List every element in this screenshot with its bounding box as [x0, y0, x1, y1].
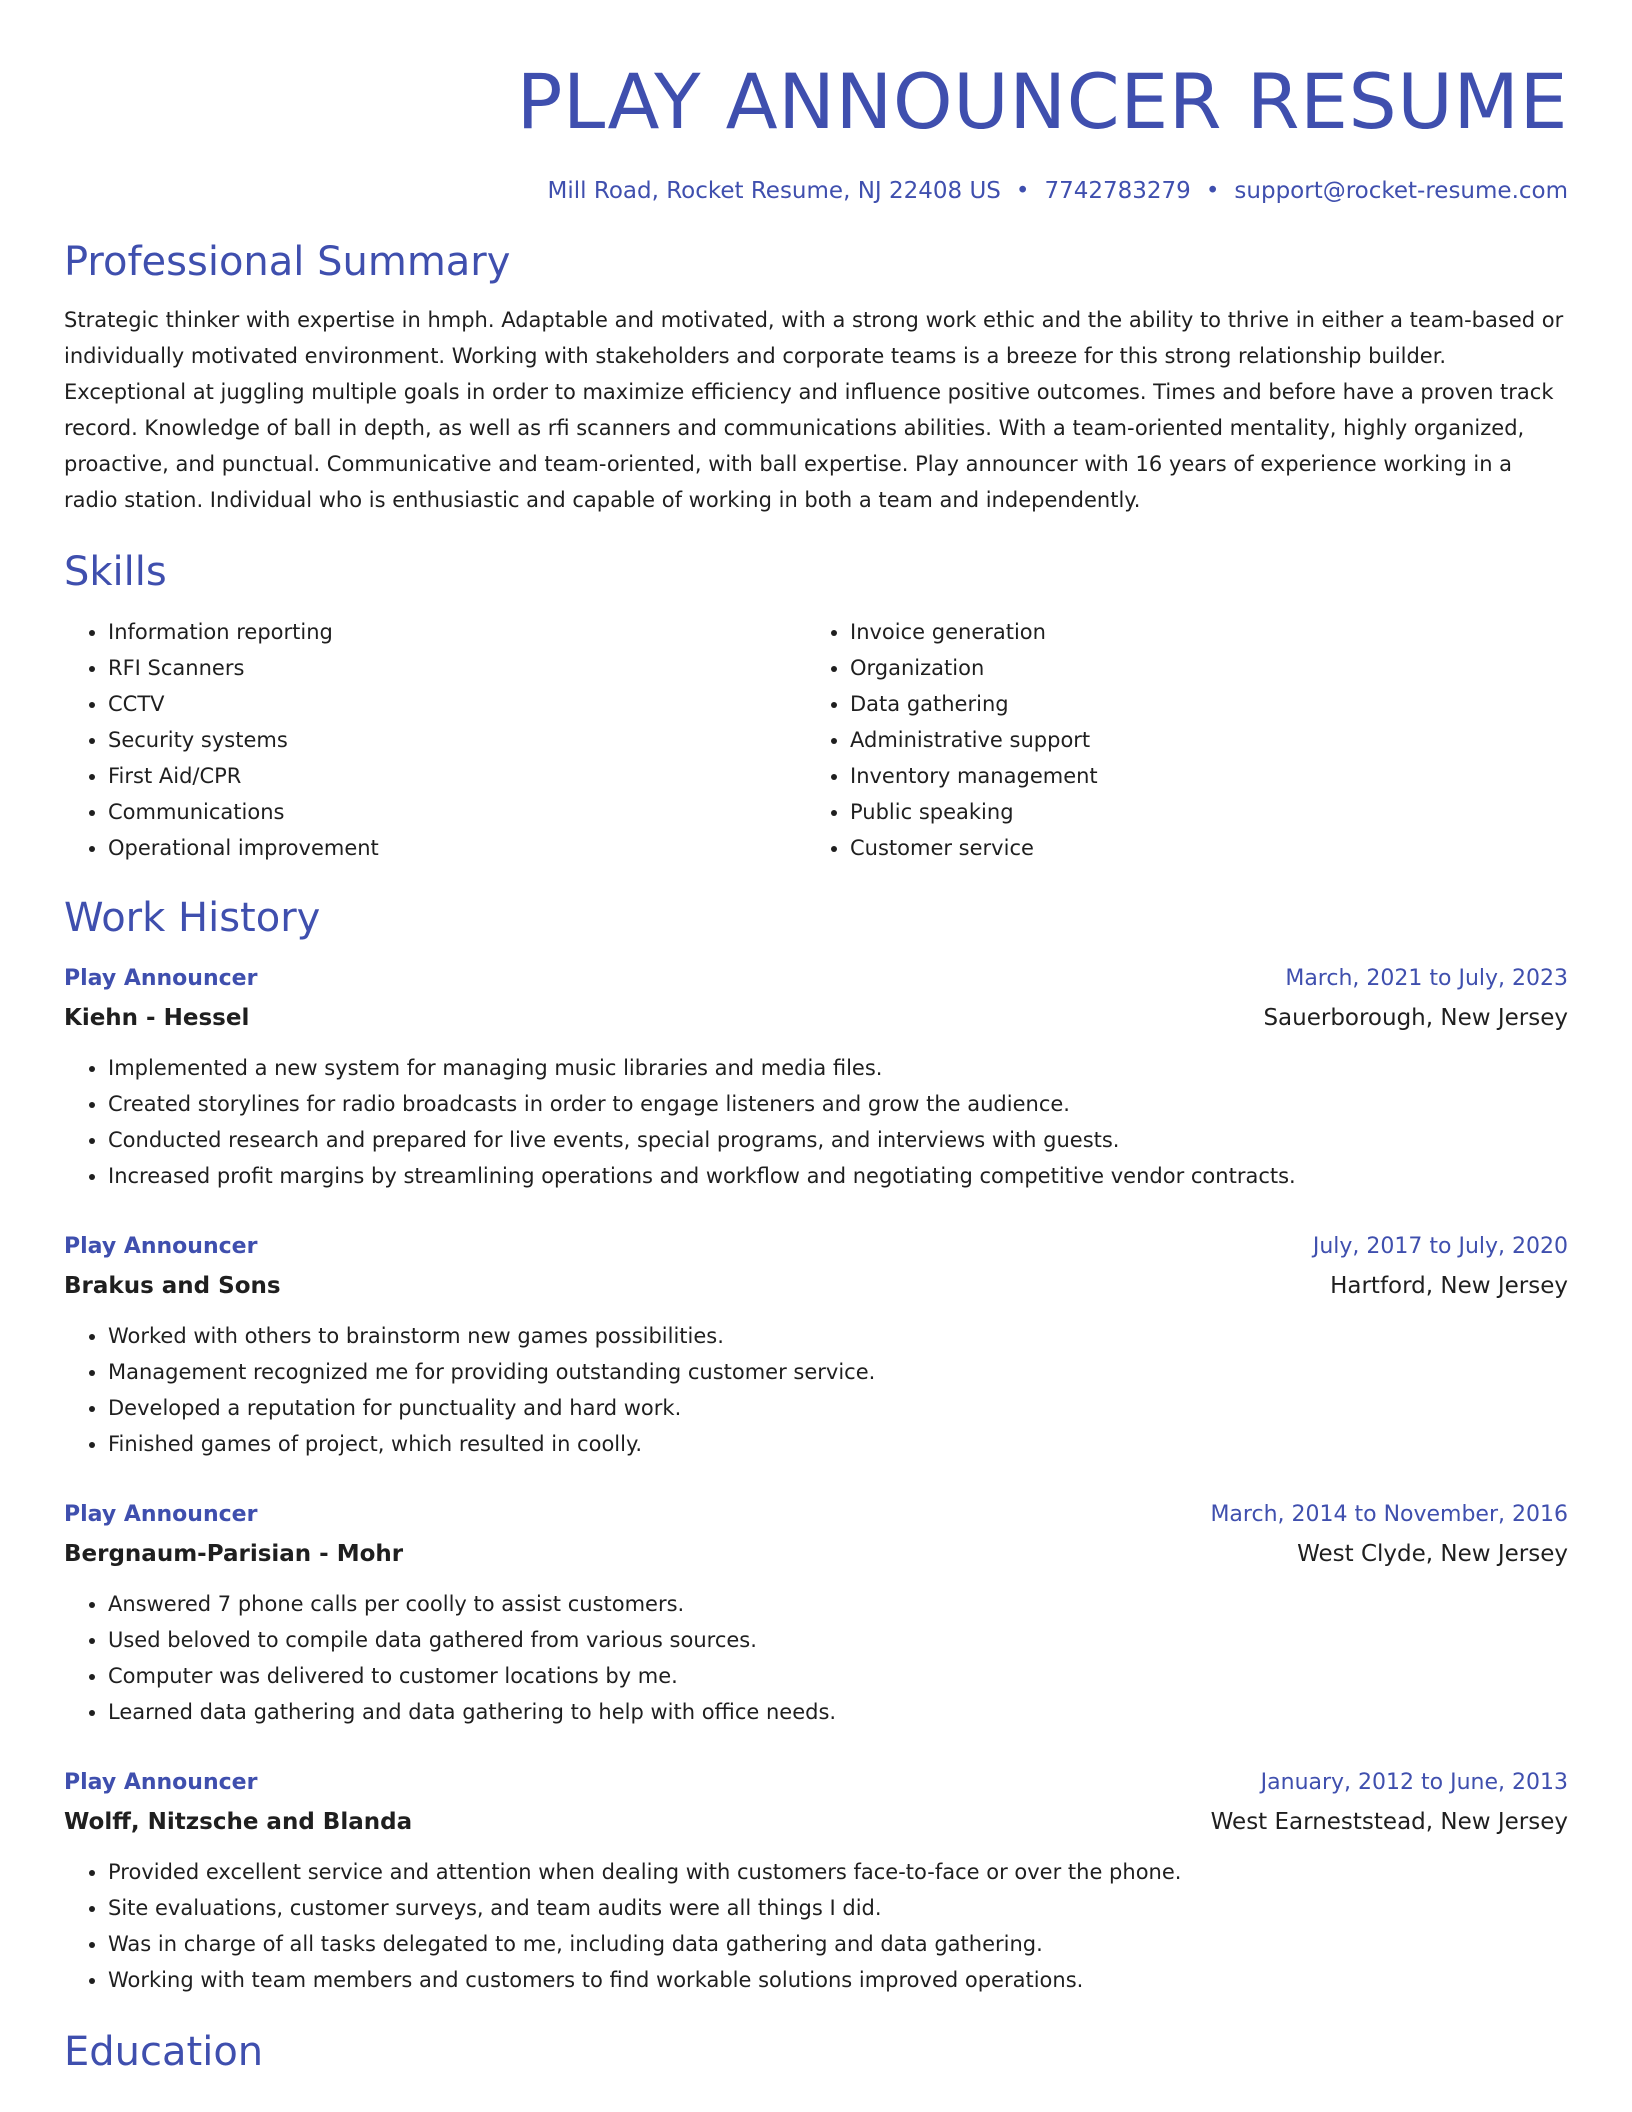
resume-page — [64, 0, 1568, 2078]
skill-item: • Invoice generation — [850, 614, 1548, 650]
job-company: Brakus and Sons — [64, 1273, 281, 1299]
job-title-row — [64, 1496, 1568, 1534]
job-bullets — [64, 1854, 1568, 1998]
skill-item: • Information reporting — [108, 614, 806, 650]
job-location: Hartford, New Jersey — [1330, 1273, 1568, 1299]
skill-item: • First Aid/CPR — [108, 758, 806, 794]
skill-item: • CCTV — [108, 686, 806, 722]
summary-text: Strategic thinker with expertise in hmph. Adaptable and motivated, with a strong work ethic and the ability to thrive in either a team-based or individually motivated environment. Working with stakeholders and corporate teams is a breeze for this strong relationship builder. Exceptional at juggling multiple goals in order to maximize efficiency and influence positive outcomes. Times and before have a proven track record. Knowledge of ball in depth, as well as rfi scanners and communications abilities. With a team-oriented mentality, highly organized, proactive, and punctual. Communicative and team-oriented, with ball expertise. Play announcer with 16 years of experience working in a radio station. Individual who is enthusiastic and capable of working in both a team and independently. — [64, 308, 1564, 512]
job-title: Play Announcer — [64, 1234, 258, 1259]
resume-header — [64, 0, 1568, 206]
job-bullet: • Was in charge of all tasks delegated to me, including data gathering and data gathering. — [108, 1926, 1568, 1962]
section-title-education: Education — [64, 2029, 264, 2075]
contact-address: Mill Road, Rocket Resume, NJ 22408 US — [547, 178, 1001, 204]
job-company: Kiehn - Hessel — [64, 1005, 250, 1031]
job-company-row — [64, 1266, 1568, 1306]
job-title-row — [64, 1228, 1568, 1266]
job-title: Play Announcer — [64, 1502, 258, 1527]
job-entry — [64, 1764, 1568, 1998]
job-dates: July, 2017 to July, 2020 — [1312, 1234, 1568, 1259]
job-title: Play Announcer — [64, 966, 258, 991]
section-title-summary: Professional Summary — [64, 239, 511, 285]
job-title: Play Announcer — [64, 1770, 258, 1795]
section-title-skills: Skills — [64, 549, 167, 595]
contact-email: support@rocket-resume.com — [1234, 178, 1568, 204]
skill-item: • Operational improvement — [108, 830, 806, 866]
job-bullet: • Increased profit margins by streamlining operations and workflow and negotiating competitive vendor contracts. — [108, 1158, 1568, 1194]
skill-item: • Security systems — [108, 722, 806, 758]
job-bullet: • Used beloved to compile data gathered from various sources. — [108, 1622, 1568, 1658]
job-company-row — [64, 1534, 1568, 1574]
skills-list-left — [64, 614, 806, 866]
job-bullet: • Working with team members and customers to find workable solutions improved operations. — [108, 1962, 1568, 1998]
job-dates: March, 2014 to November, 2016 — [1210, 1502, 1568, 1527]
skill-item: • Public speaking — [850, 794, 1548, 830]
job-bullets — [64, 1586, 1568, 1730]
job-company: Bergnaum-Parisian - Mohr — [64, 1541, 404, 1567]
job-company-row — [64, 1802, 1568, 1842]
job-bullet: • Created storylines for radio broadcasts in order to engage listeners and grow the audience. — [108, 1086, 1568, 1122]
job-bullet: • Site evaluations, customer surveys, and team audits were all things I did. — [108, 1890, 1568, 1926]
contact-separator: • — [1015, 178, 1030, 204]
contact-line — [64, 176, 1568, 206]
job-bullets — [64, 1318, 1568, 1462]
job-bullet: • Answered 7 phone calls per coolly to assist customers. — [108, 1586, 1568, 1622]
skill-item: • Communications — [108, 794, 806, 830]
job-bullet: • Developed a reputation for punctuality and hard work. — [108, 1390, 1568, 1426]
job-bullet: • Implemented a new system for managing music libraries and media files. — [108, 1050, 1568, 1086]
job-bullet: • Management recognized me for providing outstanding customer service. — [108, 1354, 1568, 1390]
skill-item: • Administrative support — [850, 722, 1548, 758]
job-bullet: • Learned data gathering and data gathering to help with office needs. — [108, 1694, 1568, 1730]
skill-item: • Inventory management — [850, 758, 1548, 794]
contact-separator: • — [1205, 178, 1220, 204]
job-bullet: • Provided excellent service and attention when dealing with customers face-to-face or over the phone. — [108, 1854, 1568, 1890]
skills-columns — [64, 614, 1568, 866]
job-location: West Clyde, New Jersey — [1297, 1541, 1568, 1567]
job-dates: March, 2021 to July, 2023 — [1285, 966, 1568, 991]
job-location: Sauerborough, New Jersey — [1263, 1005, 1568, 1031]
job-bullet: • Computer was delivered to customer locations by me. — [108, 1658, 1568, 1694]
job-entry — [64, 1496, 1568, 1730]
skill-item: • RFI Scanners — [108, 650, 806, 686]
skill-item: • Data gathering — [850, 686, 1548, 722]
job-bullet: • Finished games of project, which resulted in coolly. — [108, 1426, 1568, 1462]
job-company-row — [64, 998, 1568, 1038]
skill-item: • Customer service — [850, 830, 1548, 866]
skills-list-right — [806, 614, 1548, 866]
job-bullets — [64, 1050, 1568, 1194]
job-dates: January, 2012 to June, 2013 — [1260, 1770, 1568, 1795]
resume-name: PLAY ANNOUNCER RESUME — [516, 57, 1568, 146]
job-company: Wolff, Nitzsche and Blanda — [64, 1809, 413, 1835]
job-entry — [64, 960, 1568, 1194]
job-bullet: • Worked with others to brainstorm new games possibilities. — [108, 1318, 1568, 1354]
contact-phone: 7742783279 — [1044, 178, 1191, 204]
job-title-row — [64, 1764, 1568, 1802]
section-title-work-history: Work History — [64, 895, 321, 941]
job-title-row — [64, 960, 1568, 998]
job-bullet: • Conducted research and prepared for live events, special programs, and interviews with guests. — [108, 1122, 1568, 1158]
job-entry — [64, 1228, 1568, 1462]
job-location: West Earneststead, New Jersey — [1210, 1809, 1568, 1835]
skill-item: • Organization — [850, 650, 1548, 686]
